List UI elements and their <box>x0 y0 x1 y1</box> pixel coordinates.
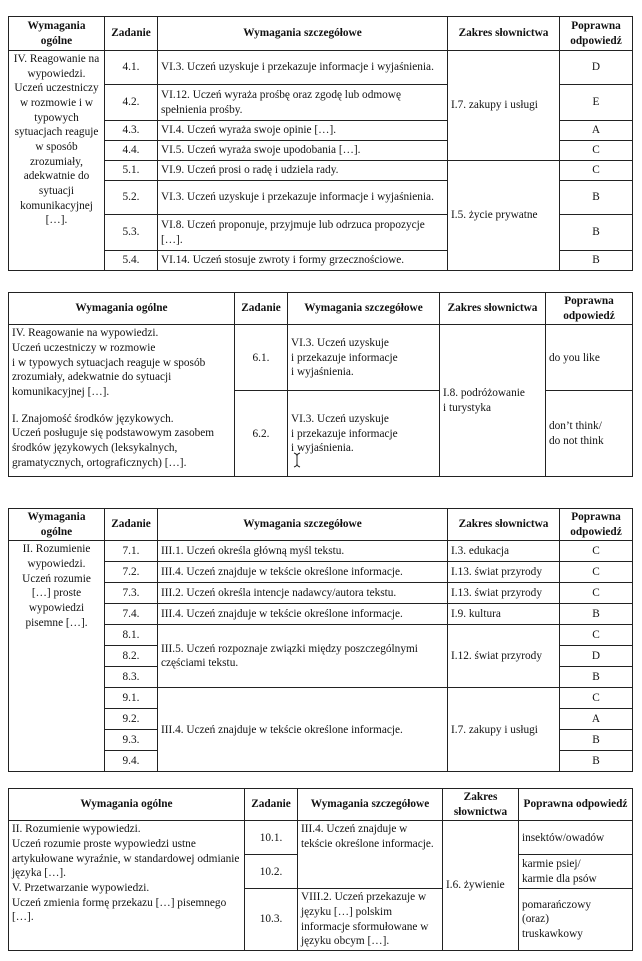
detailed-requirement: III.4. Uczeń znajduje w tekście określone informacje. <box>158 688 448 772</box>
general-requirement-cell: II. Rozumienie wypowiedzi. Uczeń rozumie […] proste wypowiedzi pisemne […]. <box>9 541 105 772</box>
detailed-requirement: VI.12. Uczeń wyraża prośbę oraz zgodę lub odmowę spełnienia prośby. <box>158 85 448 121</box>
task-number: 10.3. <box>245 889 298 951</box>
correct-answer: B <box>560 667 633 688</box>
header-task: Zadanie <box>245 789 298 821</box>
task-number: 7.2. <box>105 562 158 583</box>
vocabulary-scope: I.9. kultura <box>448 604 560 625</box>
correct-answer: C <box>560 562 633 583</box>
correct-answer: B <box>560 215 633 251</box>
correct-answer: B <box>560 730 633 751</box>
correct-answer: insektów/owadów <box>519 821 633 855</box>
task-number: 7.3. <box>105 583 158 604</box>
correct-answer: D <box>560 646 633 667</box>
task-number: 6.2. <box>235 391 288 477</box>
general-requirement-reacting: IV. Reagowanie na wypowiedzi. Uczeń uczestniczy w rozmowie i w typowych sytuacjach reaguje w sposób zrozumiały, adekwatnie do sytuacji komunikacyjnej […]. <box>12 327 206 399</box>
detailed-requirement: III.4. Uczeń znajduje w tekście określone informacje. <box>158 604 448 625</box>
header-detailed-requirements: Wymagania szczegółowe <box>158 509 448 541</box>
correct-answer: C <box>560 625 633 646</box>
header-task: Zadanie <box>235 293 288 325</box>
detailed-requirement: III.4. Uczeń znajduje w tekście określone informacje. <box>298 821 443 889</box>
text-cursor-icon <box>293 452 301 468</box>
detailed-requirement: VI.3. Uczeń uzyskuje i przekazuje informacje i wyjaśnienia. <box>288 391 440 477</box>
correct-answer: do you like <box>546 325 633 391</box>
correct-answer: B <box>560 751 633 772</box>
task-number: 4.3. <box>105 121 158 141</box>
correct-answer: B <box>560 181 633 215</box>
answer-key-table-task-6 <box>8 292 633 477</box>
header-correct-answer: Poprawna odpowiedź <box>560 509 633 541</box>
detailed-requirement: VI.3. Uczeń uzyskuje i przekazuje informacje i wyjaśnienia. <box>288 325 440 391</box>
general-requirements-cell <box>9 325 235 477</box>
vocabulary-scope: I.5. życie prywatne <box>448 161 560 271</box>
correct-answer: pomarańczowy (oraz) truskawkowy <box>519 889 633 951</box>
task-number: 8.1. <box>105 625 158 646</box>
header-task: Zadanie <box>105 509 158 541</box>
task-number: 4.1. <box>105 51 158 85</box>
task-number: 5.3. <box>105 215 158 251</box>
detailed-requirement: VIII.2. Uczeń przekazuje w języku […] polskim informacje sformułowane w języku obcym […]. <box>298 889 443 951</box>
correct-answer: C <box>560 541 633 562</box>
answer-key-table-task-10 <box>8 788 633 951</box>
correct-answer: C <box>560 141 633 161</box>
task-number: 8.3. <box>105 667 158 688</box>
vocabulary-scope: I.12. świat przyrody <box>448 625 560 688</box>
header-detailed-requirements: Wymagania szczegółowe <box>298 789 443 821</box>
header-vocabulary-scope: Zakres słownictwa <box>443 789 519 821</box>
vocabulary-scope: I.13. świat przyrody <box>448 583 560 604</box>
header-vocabulary-scope: Zakres słownictwa <box>448 17 560 51</box>
vocabulary-scope: I.8. podróżowanie i turystyka <box>440 325 546 477</box>
general-requirement-language-means: I. Znajomość środków językowych. Uczeń posługuje się podstawowym zasobem środków językowych (leksykalnych, gramatycznych, ortograficznych) […]. <box>12 412 215 469</box>
detailed-requirement: VI.8. Uczeń proponuje, przyjmuje lub odrzuca propozycje […]. <box>158 215 448 251</box>
correct-answer: E <box>560 85 633 121</box>
header-vocabulary-scope: Zakres słownictwa <box>448 509 560 541</box>
vocabulary-scope: I.7. zakupy i usługi <box>448 688 560 772</box>
header-detailed-requirements: Wymagania szczegółowe <box>288 293 440 325</box>
general-requirement-cell: II. Rozumienie wypowiedzi. Uczeń rozumie proste wypowiedzi ustne artykułowane wyraźnie, w standardowej odmianie języka […]. V. Przetwarzanie wypowiedzi. Uczeń zmienia formę przekazu […] pisemnego […]. <box>9 821 245 951</box>
correct-answer: don’t think/ do not think <box>546 391 633 477</box>
detailed-requirement: VI.14. Uczeń stosuje zwroty i formy grzecznościowe. <box>158 251 448 271</box>
vocabulary-scope: I.7. zakupy i usługi <box>448 51 560 161</box>
detailed-requirement: VI.3. Uczeń uzyskuje i przekazuje informacje i wyjaśnienia. <box>158 181 448 215</box>
header-detailed-requirements: Wymagania szczegółowe <box>158 17 448 51</box>
general-requirement-cell: IV. Reagowanie na wypowiedzi. Uczeń uczestniczy w rozmowie i w typowych sytuacjach reaguje w sposób zrozumiały, adekwatnie do sytuacji komunikacyjnej […]. <box>9 51 105 271</box>
correct-answer: A <box>560 709 633 730</box>
task-number: 4.4. <box>105 141 158 161</box>
task-number: 7.1. <box>105 541 158 562</box>
answer-key-table-tasks-7-9 <box>8 508 633 772</box>
detailed-requirement: VI.3. Uczeń uzyskuje i przekazuje informacje i wyjaśnienia. <box>158 51 448 85</box>
task-number: 5.1. <box>105 161 158 181</box>
detailed-requirement: III.2. Uczeń określa intencje nadawcy/autora tekstu. <box>158 583 448 604</box>
detailed-requirement: VI.5. Uczeń wyraża swoje upodobania […]. <box>158 141 448 161</box>
detailed-requirement: III.1. Uczeń określa główną myśl tekstu. <box>158 541 448 562</box>
task-number: 5.4. <box>105 251 158 271</box>
correct-answer: B <box>560 251 633 271</box>
header-task: Zadanie <box>105 17 158 51</box>
header-general-requirements: Wymagania ogólne <box>9 17 105 51</box>
correct-answer: karmie psiej/ karmie dla psów <box>519 855 633 889</box>
vocabulary-scope: I.6. żywienie <box>443 821 519 951</box>
task-number: 10.1. <box>245 821 298 855</box>
correct-answer: C <box>560 583 633 604</box>
header-general-requirements: Wymagania ogólne <box>9 293 235 325</box>
task-number: 10.2. <box>245 855 298 889</box>
header-vocabulary-scope: Zakres słownictwa <box>440 293 546 325</box>
correct-answer: A <box>560 121 633 141</box>
detailed-requirement: III.4. Uczeń znajduje w tekście określone informacje. <box>158 562 448 583</box>
correct-answer: C <box>560 161 633 181</box>
detailed-requirement: VI.4. Uczeń wyraża swoje opinie […]. <box>158 121 448 141</box>
vocabulary-scope: I.13. świat przyrody <box>448 562 560 583</box>
header-correct-answer: Poprawna odpowiedź <box>546 293 633 325</box>
vocabulary-scope: I.3. edukacja <box>448 541 560 562</box>
task-number: 5.2. <box>105 181 158 215</box>
header-correct-answer: Poprawna odpowiedź <box>560 17 633 51</box>
detailed-requirement: VI.9. Uczeń prosi o radę i udziela rady. <box>158 161 448 181</box>
task-number: 9.1. <box>105 688 158 709</box>
correct-answer: C <box>560 688 633 709</box>
header-general-requirements: Wymagania ogólne <box>9 789 245 821</box>
task-number: 8.2. <box>105 646 158 667</box>
header-correct-answer: Poprawna odpowiedź <box>519 789 633 821</box>
task-number: 7.4. <box>105 604 158 625</box>
task-number: 4.2. <box>105 85 158 121</box>
task-number: 9.3. <box>105 730 158 751</box>
task-number: 9.4. <box>105 751 158 772</box>
task-number: 6.1. <box>235 325 288 391</box>
detailed-requirement: III.5. Uczeń rozpoznaje związki między poszczególnymi częściami tekstu. <box>158 625 448 688</box>
task-number: 9.2. <box>105 709 158 730</box>
header-general-requirements: Wymagania ogólne <box>9 509 105 541</box>
correct-answer: D <box>560 51 633 85</box>
answer-key-table-tasks-4-5 <box>8 16 633 271</box>
correct-answer: B <box>560 604 633 625</box>
